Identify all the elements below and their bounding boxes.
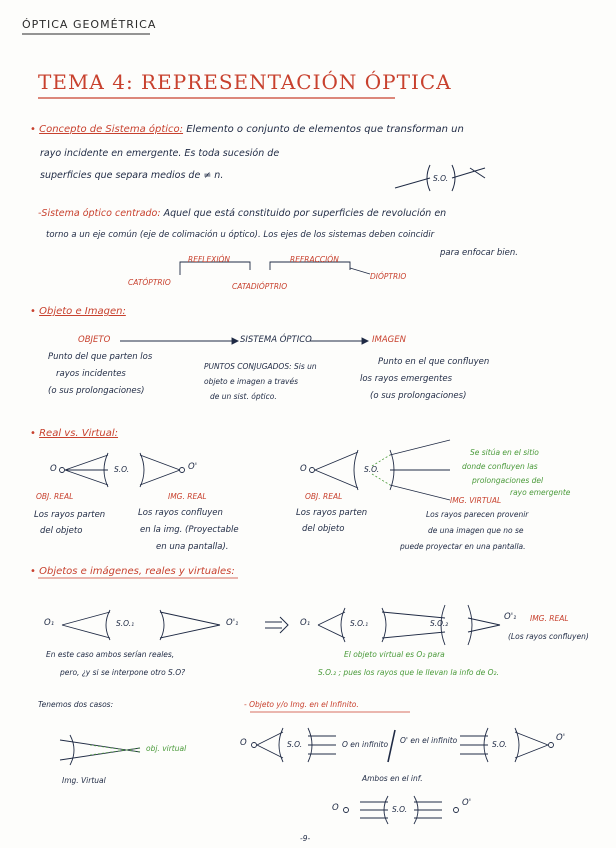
catoptrio-label: CATÓPTRIO (128, 278, 171, 287)
objeto-desc-1: Punto del que parten los (48, 352, 153, 362)
rv2-desc-b3: puede proyectar en una pantalla. (400, 542, 526, 551)
rv2-obj-real: OBJ. REAL (305, 492, 343, 501)
imagen-desc-2: los rayos emergentes (360, 374, 452, 384)
rv-note-3: prolongaciones del (472, 476, 544, 485)
oi2-o1-right: O₁ (300, 618, 311, 628)
page-title: TEMA 4: REPRESENTACIÓN ÓPTICA (38, 70, 452, 94)
infinito-heading (244, 700, 359, 709)
centered-line-1 (38, 208, 446, 219)
imagen-label: IMAGEN (372, 335, 406, 345)
realvirtual-heading-row (30, 428, 118, 439)
rv2-desc-a1: Los rayos parten (296, 508, 368, 518)
sistema-desc-1: PUNTOS CONJUGADOS: Sis un (204, 362, 317, 371)
rv2-so: S.O. (364, 465, 380, 474)
bullet-dot: • (30, 306, 36, 317)
rv-note-1: Se sitúa en el sitio (470, 448, 539, 457)
rv2-desc-b2: de una imagen que no se (428, 526, 524, 535)
concept-text-1: Elemento o conjunto de elementos que transforman un (186, 124, 464, 135)
imagen-desc-3: (o sus prolongaciones) (370, 391, 467, 401)
o-en-infinito: O en infinito (342, 740, 389, 749)
bullet-dot: • (30, 428, 36, 439)
concept-line-3: superficies que separa medios de ≠ n. (40, 170, 224, 181)
rv2-o: O (300, 464, 307, 474)
objeto-label: OBJETO (78, 335, 111, 345)
page-header: ÓPTICA GEOMÉTRICA (22, 18, 157, 31)
dioptrio-label: DIÓPTRIO (370, 272, 407, 281)
rv1-obj-real: OBJ. REAL (36, 492, 74, 501)
oi2-o1p-right: O'₁ (504, 612, 517, 622)
ambos-inf: Ambos en el inf. (362, 774, 423, 783)
ambos-o: O (332, 803, 339, 813)
rv1-desc-b2: en la img. (Proyectable (140, 525, 239, 535)
reflexion-label: REFLEXIÓN (188, 255, 231, 264)
rv2-desc-a2: del objeto (302, 524, 345, 534)
oi2-so1-left: S.O.₁ (116, 619, 135, 628)
rv1-img-real: IMG. REAL (168, 492, 207, 501)
inf-o-prime: O' (556, 733, 566, 743)
rv1-o: O (50, 464, 57, 474)
centered-line-3: para enfocar bien. (440, 248, 518, 258)
oi2-so1-right: S.O.₁ (350, 619, 369, 628)
tenemos-dos-casos: Tenemos dos casos: (38, 700, 114, 709)
objimg-heading-row (30, 306, 126, 317)
rv-note-4: rayo emergente (510, 488, 571, 497)
obj-virtual-label: obj. virtual (146, 744, 187, 753)
inf-o: O (240, 738, 247, 748)
bullet-dash: - (244, 700, 247, 709)
concept-line-1 (30, 124, 464, 135)
oi2-o1p-left: O'₁ (226, 618, 239, 628)
oi2-so2-right: S.O.₂ (430, 619, 449, 628)
oi2-o1-left: O₁ (44, 618, 55, 628)
rv1-so: S.O. (114, 465, 130, 474)
img-virtual-label: Img. Virtual (62, 776, 106, 785)
imagen-desc-1: Punto en el que confluyen (378, 357, 490, 367)
inf-so-right: S.O. (492, 740, 508, 749)
realvirtual-heading: Real vs. Virtual: (39, 428, 119, 439)
centered-line-2: torno a un eje común (eje de colimación u óptico). Los ejes de los sistemas deben coincidir (46, 230, 435, 240)
rv2-desc-b1: Los rayos parecen provenir (426, 510, 529, 519)
rv1-desc-b3: en una pantalla). (156, 542, 229, 552)
oi2-confluyen: (Los rayos confluyen) (508, 632, 589, 641)
bullet-dot: • (30, 566, 36, 577)
sistema-desc-3: de un sist. óptico. (210, 392, 277, 401)
objeto-desc-3: (o sus prolongaciones) (48, 386, 145, 396)
sistema-label: SISTEMA ÓPTICO (240, 335, 312, 345)
refraccion-label: REFRACCIÓN (290, 255, 339, 264)
catadioptrio-label: CATADIÓPTRIO (232, 282, 288, 291)
page-number: -9- (300, 834, 311, 843)
oi2-green-1: El objeto virtual es O₂ para (344, 650, 445, 659)
bullet-dot: • (30, 124, 36, 135)
concept-line-2: rayo incidente en emergente. Es toda sucesión de (40, 148, 280, 159)
rv1-o-prime: O' (188, 462, 198, 472)
objeto-desc-2: rayos incidentes (56, 369, 126, 379)
oi2-left-2: pero, ¿y si se interpone otro S.O? (60, 668, 186, 677)
oi2-img-real: IMG. REAL (530, 614, 569, 623)
rv1-desc-a1: Los rayos parten (34, 510, 106, 520)
objimg2-heading: Objetos e imágenes, reales y virtuales: (39, 566, 235, 577)
oi2-left-1: En este caso ambos serían reales, (46, 650, 175, 659)
centered-text-1: Aquel que está constituido por superficies de revolución en (163, 208, 447, 219)
oi2-green-2: S.O.₂ ; pues los rayos que le llevan la info de O₂. (318, 668, 499, 677)
infinito-heading-text: Objeto y/o Img. en el Infinito. (249, 700, 359, 709)
rv1-desc-a2: del objeto (40, 526, 83, 536)
centered-term: -Sistema óptico centrado: (38, 208, 161, 219)
concept-term: Concepto de Sistema óptico: (39, 124, 184, 135)
ambos-o-prime: O' (462, 798, 472, 808)
o-prime-en-infinito: O' en el infinito (400, 736, 458, 745)
rv1-desc-b1: Los rayos confluyen (138, 508, 223, 518)
objimg2-heading-row (30, 566, 235, 577)
inf-so-left: S.O. (287, 740, 303, 749)
concept-so-label: S.O. (433, 174, 449, 183)
objimg-heading: Objeto e Imagen: (39, 306, 126, 317)
rv-note-2: donde confluyen las (462, 462, 538, 471)
sistema-desc-2: objeto e imagen a través (204, 377, 299, 386)
rv2-img-virtual: IMG. VIRTUAL (450, 496, 502, 505)
ambos-so: S.O. (392, 805, 408, 814)
